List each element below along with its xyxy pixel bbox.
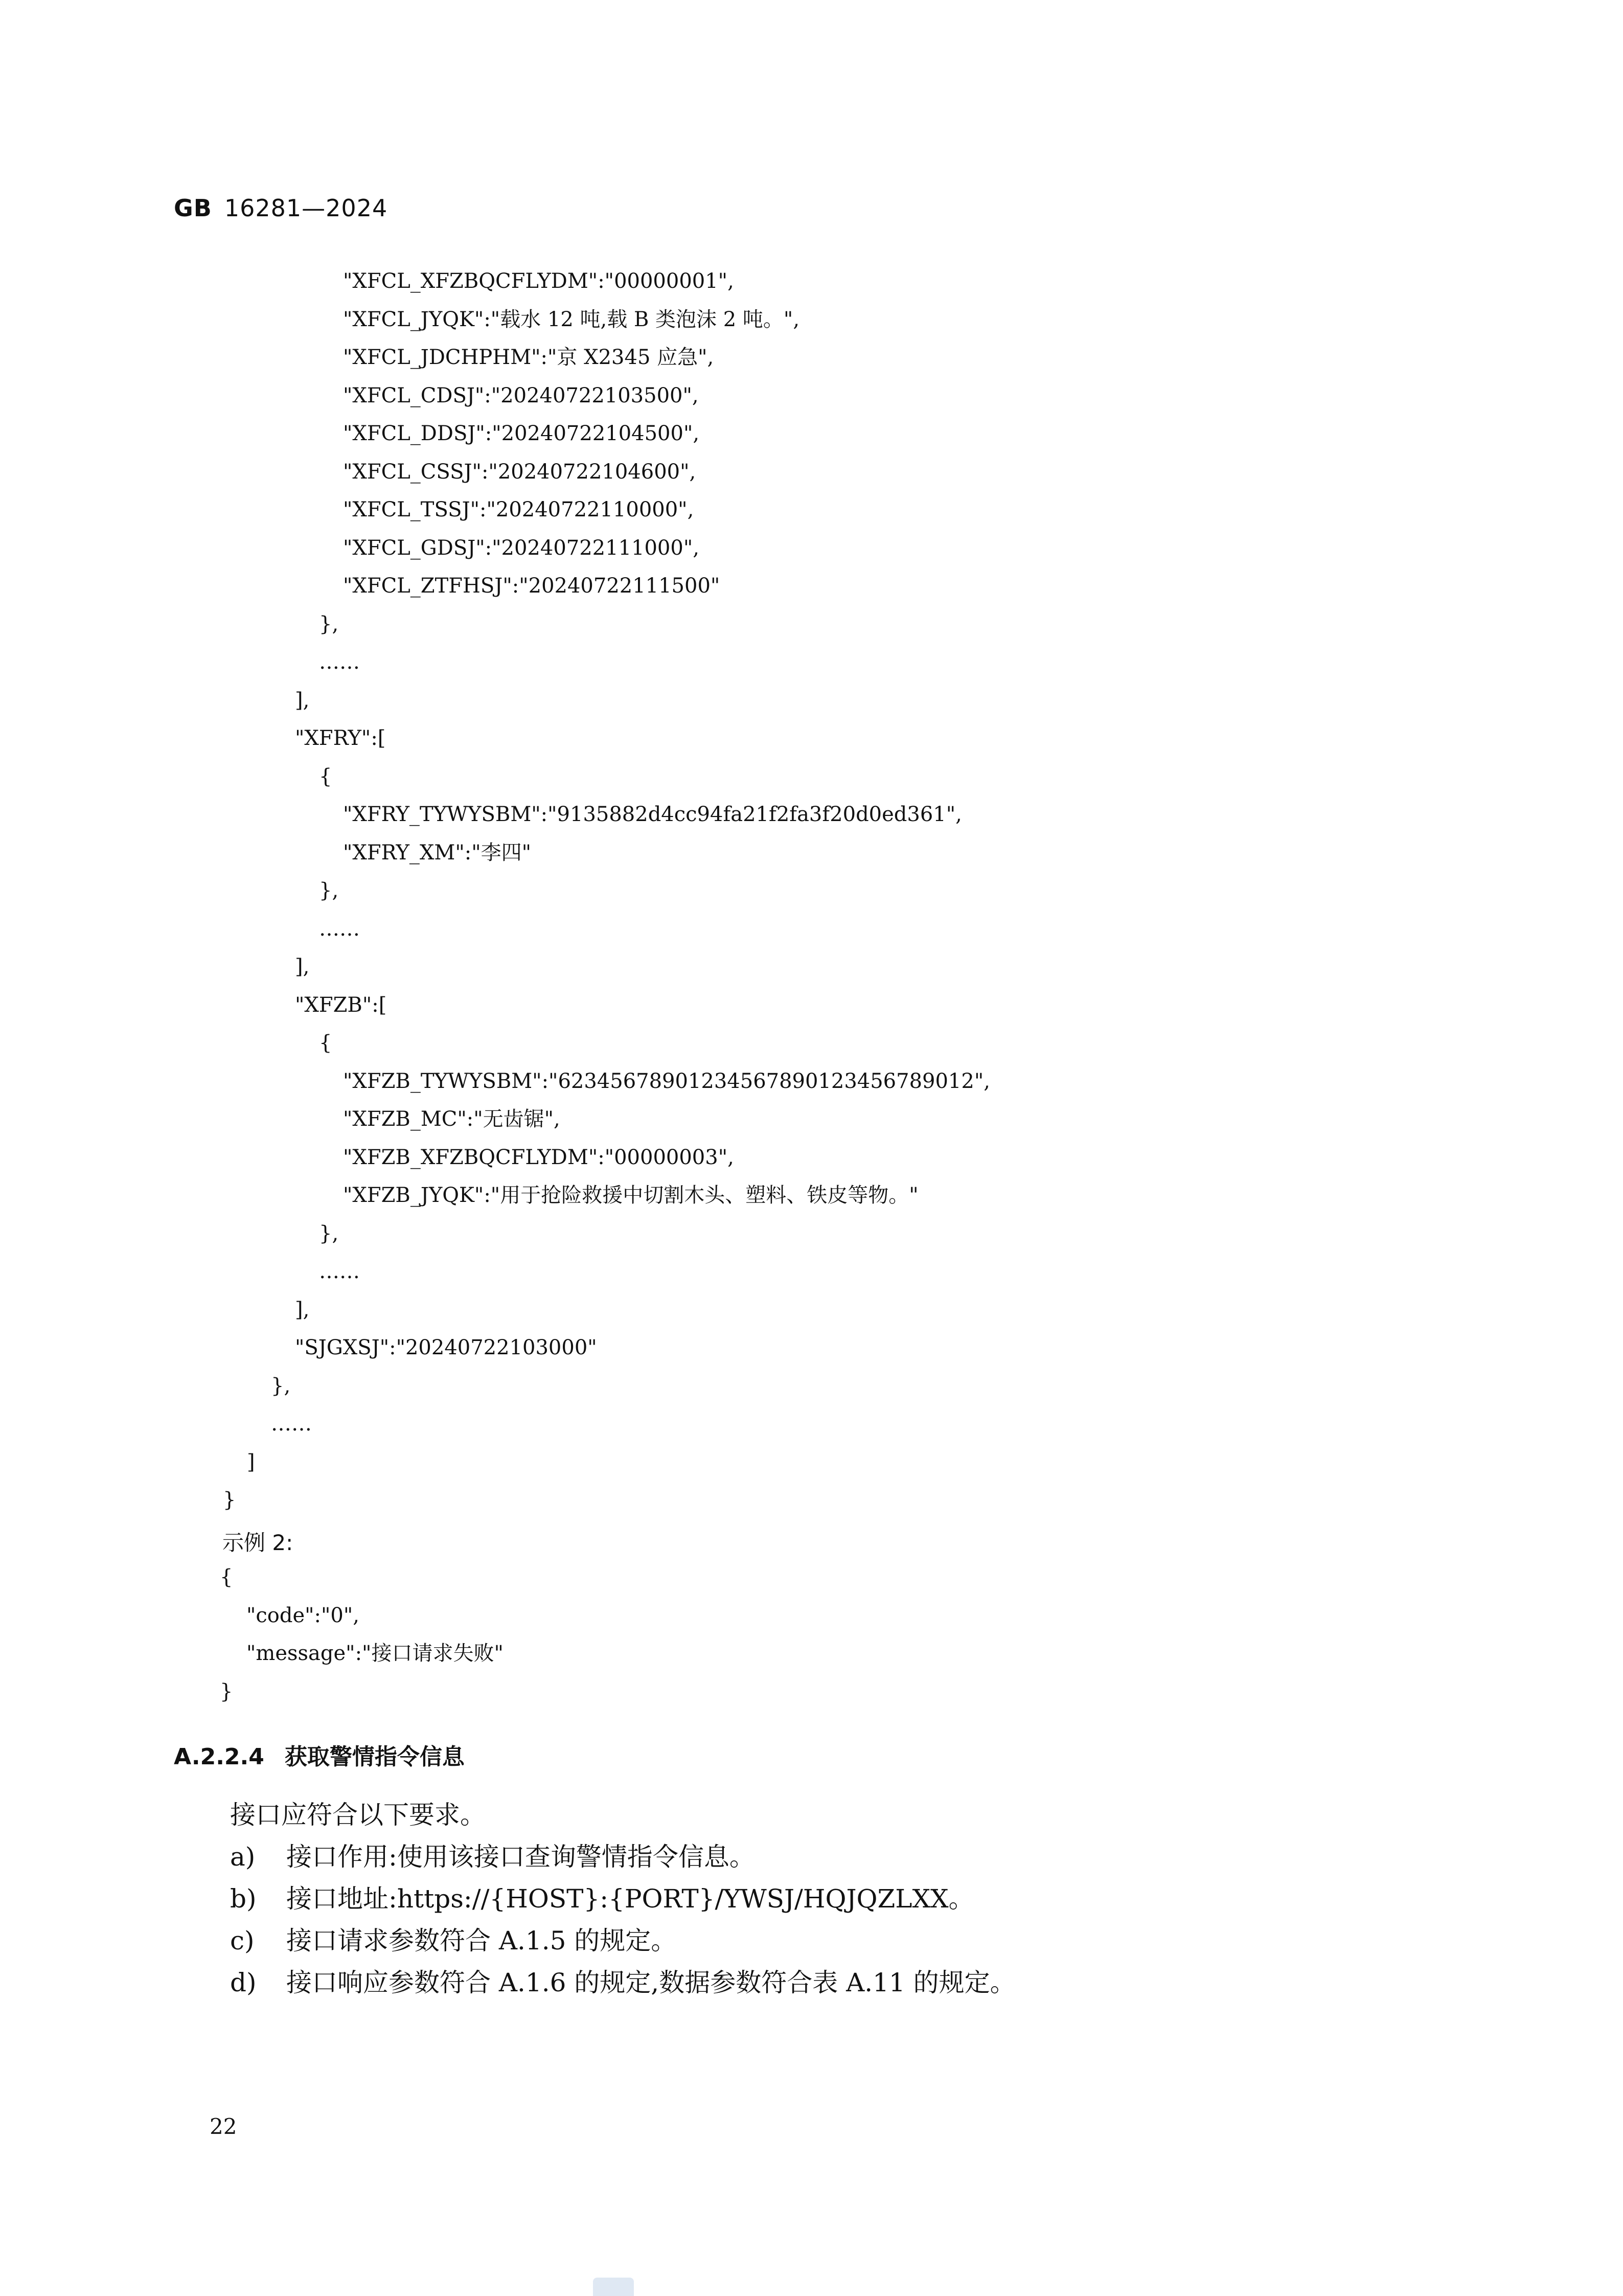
code-line: "XFCL_CDSJ":"20240722103500", [343,383,699,407]
watermark-tab [593,2278,634,2296]
code-line: ], [295,688,310,712]
list-item [230,1878,974,1915]
section-title: 获取警情指令信息 [284,1744,465,1770]
list-item [230,1962,1016,1999]
code-line: }, [319,612,339,636]
code-line: ], [295,955,310,979]
code-line: { [220,1565,233,1589]
list-item [230,1920,676,1957]
code-line: "XFRY_XM":"李四" [343,840,532,865]
list-marker: a) [230,1842,256,1872]
page-header [174,194,387,222]
code-line: "XFCL_CSSJ":"20240722104600", [343,460,696,484]
code-line: "code":"0", [246,1603,359,1627]
code-line: ], [295,1298,310,1322]
code-line: } [223,1488,236,1512]
list-text: 接口请求参数符合 A.1.5 的规定。 [286,1926,677,1956]
code-line: "XFCL_JDCHPHM":"京 X2345 应急", [343,346,714,369]
code-line: { [319,1031,332,1055]
code-line: "XFZB_MC":"无齿锯", [343,1107,560,1131]
standard-number: 16281—2024 [224,194,388,222]
list-text: 接口响应参数符合 A.1.6 的规定,数据参数符合表 A.11 的规定。 [286,1968,1016,1997]
list-marker: b) [230,1884,257,1914]
example-2-label: 示例 2: [222,1530,293,1555]
code-line: "XFRY_TYWYSBM":"9135882d4cc94fa21f2fa3f20d0ed361", [343,803,962,826]
code-line: }, [271,1374,291,1398]
code-line: }, [319,879,339,902]
list-text: 接口作用:使用该接口查询警情指令信息。 [286,1842,755,1872]
code-line: …… [319,917,360,941]
code-line: "XFCL_DDSJ":"20240722104500", [343,422,700,445]
code-line: "SJGXSJ":"20240722103000" [295,1336,597,1359]
code-line: "XFCL_ZTFHSJ":"20240722111500" [343,574,720,598]
list-text: 接口地址:https://{HOST}:{PORT}/YWSJ/HQJQZLXX。 [286,1884,974,1914]
code-line: ] [247,1450,255,1474]
code-line: "XFCL_JYQK":"载水 12 吨,载 B 类泡沫 2 吨。", [343,307,800,331]
section-heading [174,1738,465,1771]
standard-code: GB [174,194,212,222]
code-line: "XFCL_TSSJ":"20240722110000", [343,498,694,521]
section-number: A.2.2.4 [174,1744,264,1770]
code-line: "XFZB_XFZBQCFLYDM":"00000003", [343,1145,734,1169]
code-line: "message":"接口请求失败" [246,1642,504,1665]
code-line: …… [319,650,360,674]
code-line: "XFZB":[ [295,993,387,1017]
list-item [230,1836,755,1873]
code-line: "XFZB_JYQK":"用于抢险救援中切割木头、塑料、铁皮等物。" [343,1184,919,1207]
code-line: "XFZB_TYWYSBM":"62345678901234567890123456789012", [343,1069,990,1093]
code-line: } [220,1679,233,1703]
code-line: }, [319,1221,339,1245]
code-line: "XFCL_GDSJ":"20240722111000", [343,536,699,560]
code-line: …… [319,1260,360,1283]
code-line: …… [271,1412,312,1436]
code-line: "XFRY":[ [295,726,386,750]
page-number: 22 [210,2114,237,2139]
code-line: { [319,764,332,788]
code-line: "XFCL_XFZBQCFLYDM":"00000001", [343,269,734,293]
list-marker: c) [230,1926,255,1956]
section-intro: 接口应符合以下要求。 [230,1800,486,1830]
list-marker: d) [230,1968,257,1997]
